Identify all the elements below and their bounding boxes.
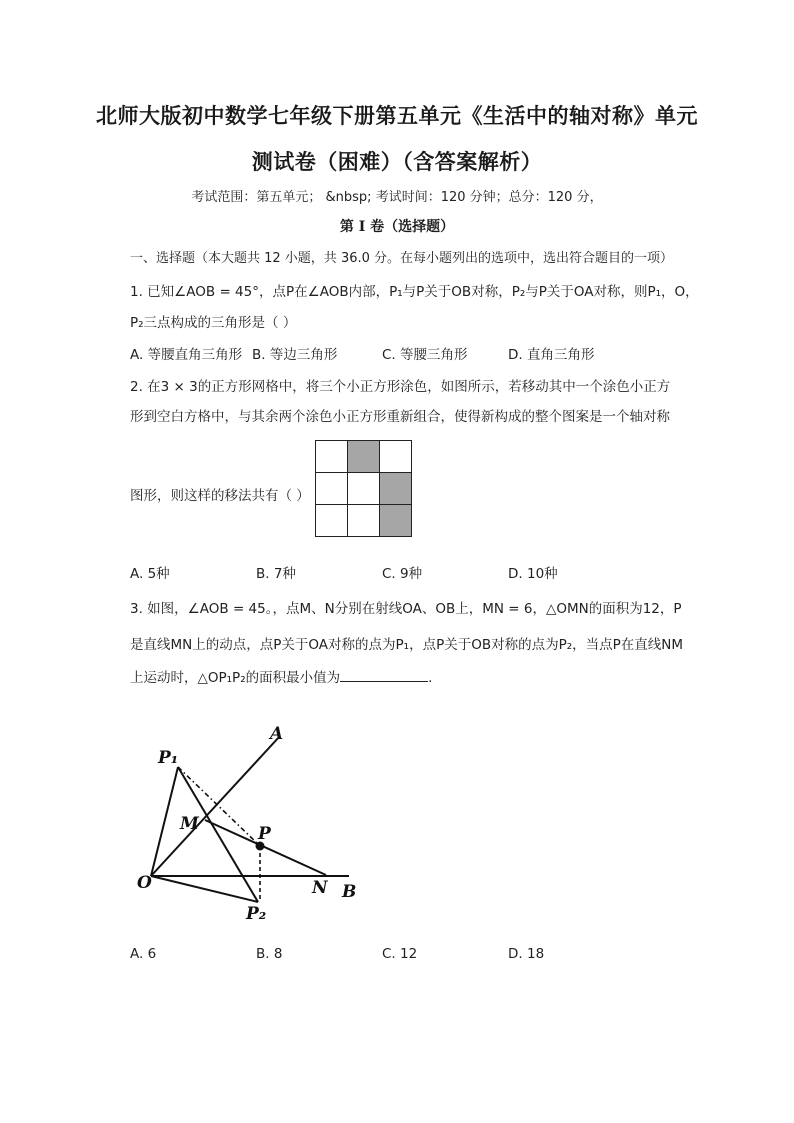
q2-option-b: B. 7种 <box>256 566 296 582</box>
section-title: 第 I 卷（选择题） <box>339 219 455 235</box>
label-p2: P₂ <box>246 904 267 924</box>
q2-text-line1: 2. 在3 × 3的正方形网格中，将三个小正方形涂色，如图所示，若移动其中一个涂色小正方 <box>130 379 671 395</box>
q1-option-d: D. 直角三角形 <box>508 347 595 363</box>
grid-cell <box>316 473 348 505</box>
q3-text-line3-lead: 上运动时，△OP₁P₂的面积最小值为 <box>130 670 341 686</box>
answer-blank <box>340 667 428 682</box>
q2-text-line2: 形到空白方格中，与其余两个涂色小正方形重新组合，使得新构成的整个图案是一个轴对称 <box>130 409 670 425</box>
label-o: O <box>137 873 152 893</box>
label-a: A <box>270 724 284 744</box>
label-b: B <box>342 882 357 902</box>
label-p: P <box>258 824 271 844</box>
grid-cell-shaded <box>348 441 380 473</box>
part-heading: 一、选择题（本大题共 12 小题，共 36.0 分。在每小题列出的选项中，选出符合题目的一项） <box>130 251 674 266</box>
grid-cell <box>348 473 380 505</box>
q1-option-b: B. 等边三角形 <box>252 347 338 363</box>
q3-option-b: B. 8 <box>256 946 283 962</box>
label-n: N <box>312 878 328 898</box>
angle-geometry-figure <box>120 715 380 930</box>
grid-cell <box>316 441 348 473</box>
q2-option-c: C. 9种 <box>382 566 423 582</box>
grid-cell-shaded <box>380 505 412 537</box>
segment-op2 <box>151 876 258 902</box>
q3-text-line2: 是直线MN上的动点，点P关于OA对称的点为P₁，点P关于OB对称的点为P₂，当点P在直线NM <box>130 637 684 653</box>
doc-title-line2: 测试卷（困难）（含答案解析） <box>251 149 543 174</box>
grid-cell <box>380 441 412 473</box>
q1-text-line1: 1. 已知∠AOB = 45°，点P在∠AOB内部，P₁与P关于OB对称，P₂与P关于OA对称，则P₁，O， <box>130 284 699 300</box>
doc-title-line1: 北师大版初中数学七年级下册第五单元《生活中的轴对称》单元 <box>96 103 698 128</box>
grid-cell <box>316 505 348 537</box>
q3-text-line1: 3. 如图，∠AOB = 45。，点M、N分别在射线OA、OB上，MN = 6，△OMN的面积为12，P <box>130 601 682 617</box>
q1-option-c: C. 等腰三角形 <box>382 347 468 363</box>
q3-option-d: D. 18 <box>508 946 545 962</box>
q3-option-a: A. 6 <box>130 946 157 962</box>
q3-option-c: C. 12 <box>382 946 418 962</box>
label-p1: P₁ <box>158 748 179 768</box>
segment-op1 <box>151 767 178 876</box>
q1-text-line2: P₂三点构成的三角形是（ ） <box>130 315 297 331</box>
q3-text-line3 <box>130 666 432 686</box>
label-m: M <box>180 814 199 834</box>
q3-text-line3-end: . <box>428 670 433 686</box>
q2-option-a: A. 5种 <box>130 566 170 582</box>
grid-cell-shaded <box>380 473 412 505</box>
q2-text-line3: 图形，则这样的移法共有（ ） <box>130 488 310 504</box>
q2-option-d: D. 10种 <box>508 566 558 582</box>
exam-info: 考试范围：第五单元； &nbsp; 考试时间：120 分钟；总分：120 分， <box>191 190 603 205</box>
grid-cell <box>348 505 380 537</box>
shaded-grid-figure <box>315 440 412 537</box>
q1-option-a: A. 等腰直角三角形 <box>130 347 243 363</box>
